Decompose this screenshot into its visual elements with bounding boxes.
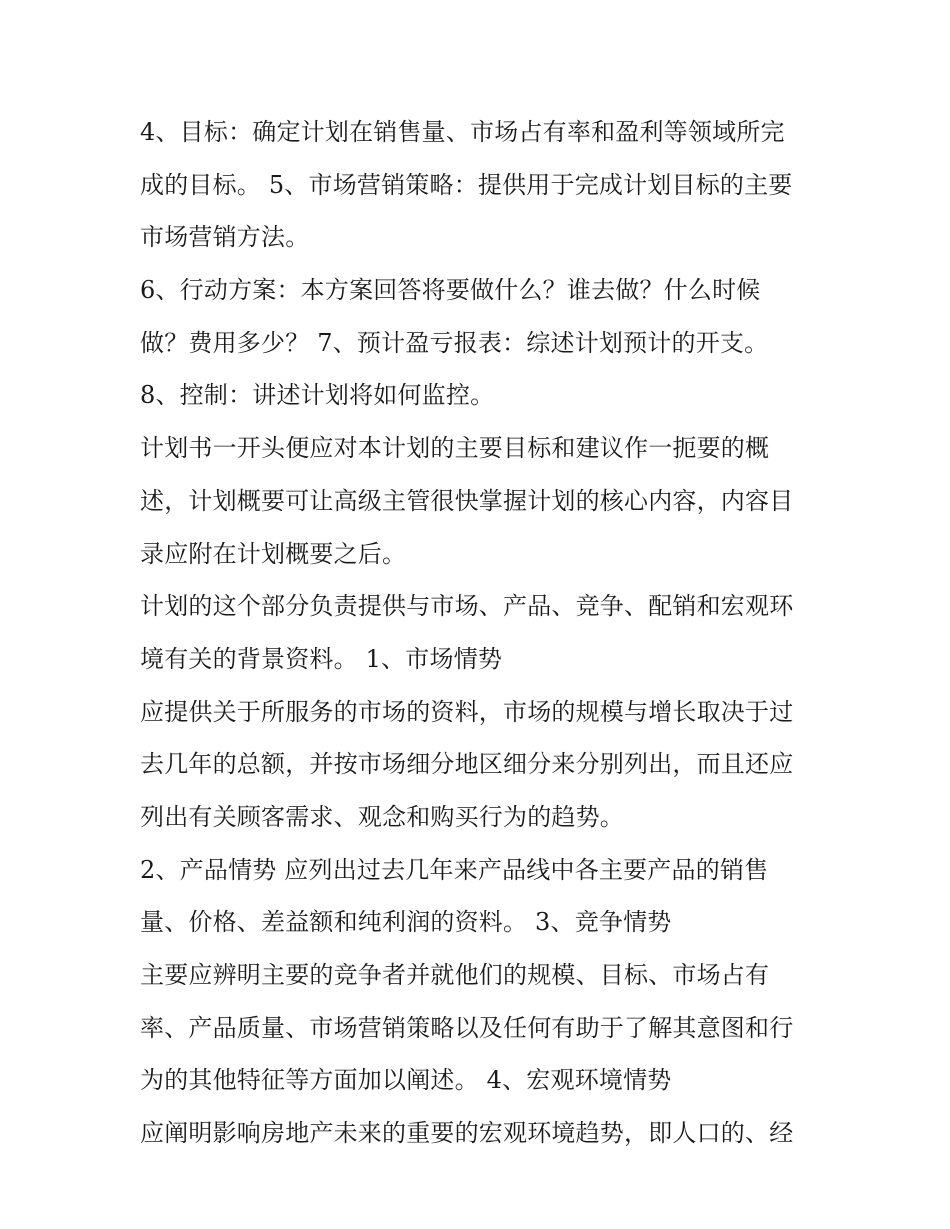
text-line: 计划书一开头便应对本计划的主要目标和建议作一扼要的概 bbox=[140, 434, 770, 463]
text-line: 8、控制：讲述计划将如何监控。 bbox=[140, 381, 495, 410]
text-line: 4、目标：确定计划在销售量、市场占有率和盈利等领域所完 bbox=[140, 118, 785, 146]
text-line: 列出有关顾客需求、观念和购买行为的趋势。 bbox=[140, 802, 624, 831]
text-line: 去几年的总额，并按市场细分地区细分来分别列出，而且还应 bbox=[140, 750, 794, 779]
text-line: 市场营销方法。 bbox=[140, 223, 310, 252]
text-line: 应阐明影响房地产未来的重要的宏观环境趋势，即人口的、经 bbox=[140, 1119, 794, 1148]
document-body bbox=[140, 106, 820, 1160]
text-line: 率、产品质量、市场营销策略以及任何有助于了解其意图和行 bbox=[140, 1013, 794, 1042]
text-line: 做？费用多少？ 7、预计盈亏报表：综述计划预计的开支。 bbox=[140, 328, 769, 357]
text-line: 应提供关于所服务的市场的资料，市场的规模与增长取决于过 bbox=[140, 697, 794, 726]
text-line: 6、行动方案：本方案回答将要做什么？谁去做？什么时候 bbox=[140, 276, 761, 305]
text-line: 计划的这个部分负责提供与市场、产品、竞争、配销和宏观环 bbox=[140, 592, 794, 621]
text-line: 为的其他特征等方面加以阐述。 4、宏观环境情势 bbox=[140, 1066, 672, 1095]
text-line: 述，计划概要可让高级主管很快掌握计划的核心内容，内容目 bbox=[140, 486, 794, 515]
text-line: 成的目标。 5、市场营销策略：提供用于完成计划目标的主要 bbox=[140, 170, 793, 199]
text-line: 境有关的背景资料。 1、市场情势 bbox=[140, 644, 503, 673]
text-line: 2、产品情势 应列出过去几年来产品线中各主要产品的销售 bbox=[140, 855, 769, 884]
text-line: 录应附在计划概要之后。 bbox=[140, 539, 407, 568]
text-line: 量、价格、差益额和纯利润的资料。 3、竞争情势 bbox=[140, 908, 672, 937]
text-line: 主要应辨明主要的竞争者并就他们的规模、目标、市场占有 bbox=[140, 961, 770, 989]
